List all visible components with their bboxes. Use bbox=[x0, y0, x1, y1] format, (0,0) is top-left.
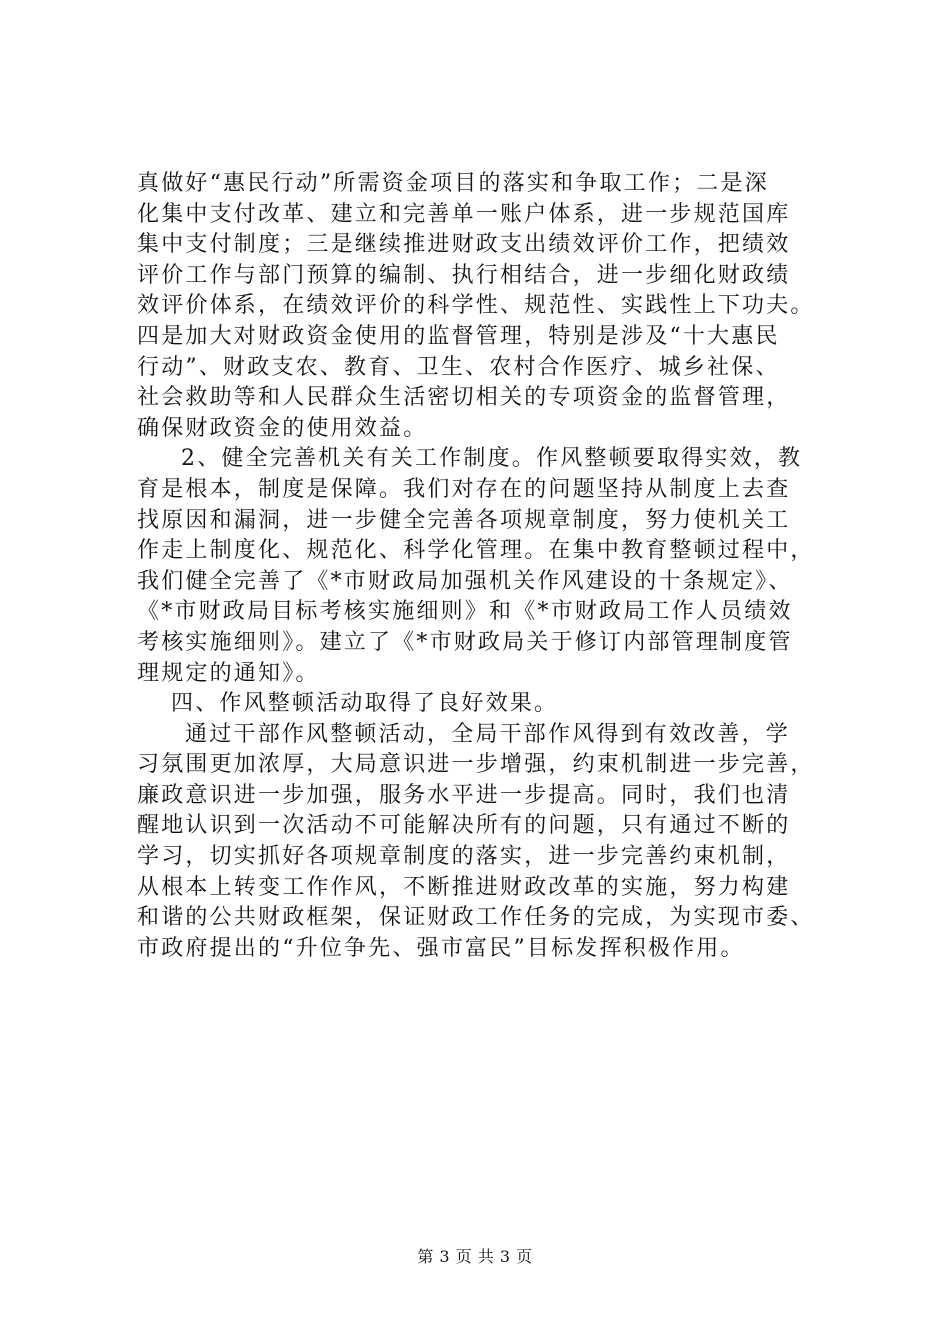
text-line: 作走上制度化、规范化、科学化管理。在集中教育整顿过程中， bbox=[137, 538, 815, 564]
text-line: 育是根本，制度是保障。我们对存在的问题坚持从制度上去查 bbox=[137, 476, 791, 502]
text-line: 找原因和漏洞，进一步健全完善各项规章制度，努力使机关工 bbox=[137, 507, 791, 533]
text-line: 评价工作与部门预算的编制、执行相结合，进一步细化财政绩 bbox=[137, 262, 791, 288]
text-line: 学习，切实抓好各项规章制度的落实，进一步完善约束机制， bbox=[137, 844, 791, 870]
text-line: 市政府提出的“升位争先、强市富民”目标发挥积极作用。 bbox=[137, 935, 745, 961]
page-number-footer: 第 3 页 共 3 页 bbox=[417, 1247, 533, 1266]
body-text bbox=[137, 169, 857, 964]
text-line: 从根本上转变工作作风，不断推进财政改革的实施，努力构建 bbox=[137, 874, 791, 900]
paragraph-start-line: 2、健全完善机关有关工作制度。作风整顿要取得实效，教 bbox=[181, 446, 803, 472]
paragraph-start-line: 通过干部作风整顿活动，全局干部作风得到有效改善，学 bbox=[185, 721, 791, 747]
text-line: 《*市财政局目标考核实施细则》和《*市财政局工作人员绩效 bbox=[137, 599, 793, 625]
text-line: 社会救助等和人民群众生活密切相关的专项资金的监督管理， bbox=[137, 385, 791, 411]
section-heading: 四、作风整顿活动取得了良好效果。 bbox=[171, 691, 559, 717]
text-line: 确保财政资金的使用效益。 bbox=[137, 415, 428, 441]
text-line: 廉政意识进一步加强，服务水平进一步提高。同时，我们也清 bbox=[137, 782, 791, 808]
text-line: 醒地认识到一次活动不可能解决所有的问题，只有通过不断的 bbox=[137, 813, 791, 839]
text-line: 习氛围更加浓厚，大局意识进一步增强，约束机制进一步完善， bbox=[137, 752, 815, 778]
text-line: 四是加大对财政资金使用的监督管理，特别是涉及“十大惠民 bbox=[137, 323, 780, 349]
text-line: 化集中支付改革、建立和完善单一账户体系，进一步规范国库 bbox=[137, 201, 791, 227]
text-line: 我们健全完善了《*市财政局加强机关作风建设的十条规定》、 bbox=[137, 568, 793, 594]
text-line: 行动”、财政支农、教育、卫生、农村合作医疗、城乡社保、 bbox=[137, 354, 780, 380]
text-line: 效评价体系，在绩效评价的科学性、规范性、实践性上下功夫。 bbox=[137, 293, 815, 319]
text-line: 真做好“惠民行动”所需资金项目的落实和争取工作；二是深 bbox=[137, 171, 769, 196]
text-line: 考核实施细则》。建立了《*市财政局关于修订内部管理制度管 bbox=[137, 629, 793, 655]
text-line: 集中支付制度；三是继续推进财政支出绩效评价工作，把绩效 bbox=[137, 232, 791, 258]
text-line: 和谐的公共财政框架，保证财政工作任务的完成，为实现市委、 bbox=[137, 905, 815, 931]
text-line: 理规定的通知》。 bbox=[137, 660, 320, 686]
